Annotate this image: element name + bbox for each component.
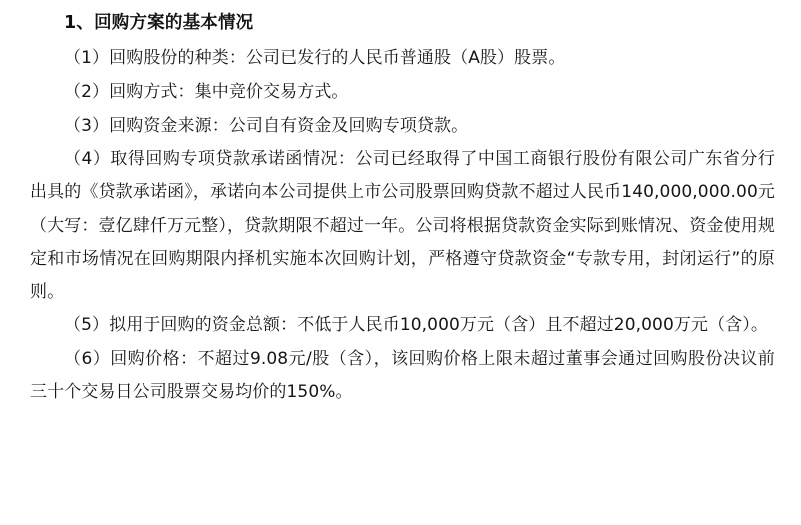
paragraph-repurchase-share-type: （1）回购股份的种类：公司已发行的人民币普通股（A股）股票。 xyxy=(64,48,566,69)
paragraph-funding-source: （3）回购资金来源：公司自有资金及回购专项贷款。 xyxy=(64,115,469,136)
paragraph-loan-commitment-letter: （4）取得回购专项贷款承诺函情况：公司已经取得了中国工商银行股份有限公司广东省分行出具的《贷款承诺函》，承诺向本公司提供上市公司股票回购贷款不超过人民币140,000,000.00元（大写：壹亿肆仟万元整），贷款期限不超过一年。公司将根据贷款资金实际到账情况、资金使用规定和市场情况在回购期限内择机实施本次回购计划，严格遵守贷款资金“专款专用，封闭运行”的原则。 xyxy=(30,149,775,302)
paragraph-repurchase-method: （2）回购方式：集中竞价交易方式。 xyxy=(64,81,349,102)
paragraph-repurchase-price: （6）回购价格：不超过9.08元/股（含），该回购价格上限未超过董事会通过回购股份决议前三十个交易日公司股票交易均价的150%。 xyxy=(30,348,775,403)
paragraph-total-funds: （5）拟用于回购的资金总额：不低于人民币10,000万元（含）且不超过20,000万元（含）。 xyxy=(64,314,768,335)
page-title: 1、回购方案的基本情况 xyxy=(64,13,254,33)
